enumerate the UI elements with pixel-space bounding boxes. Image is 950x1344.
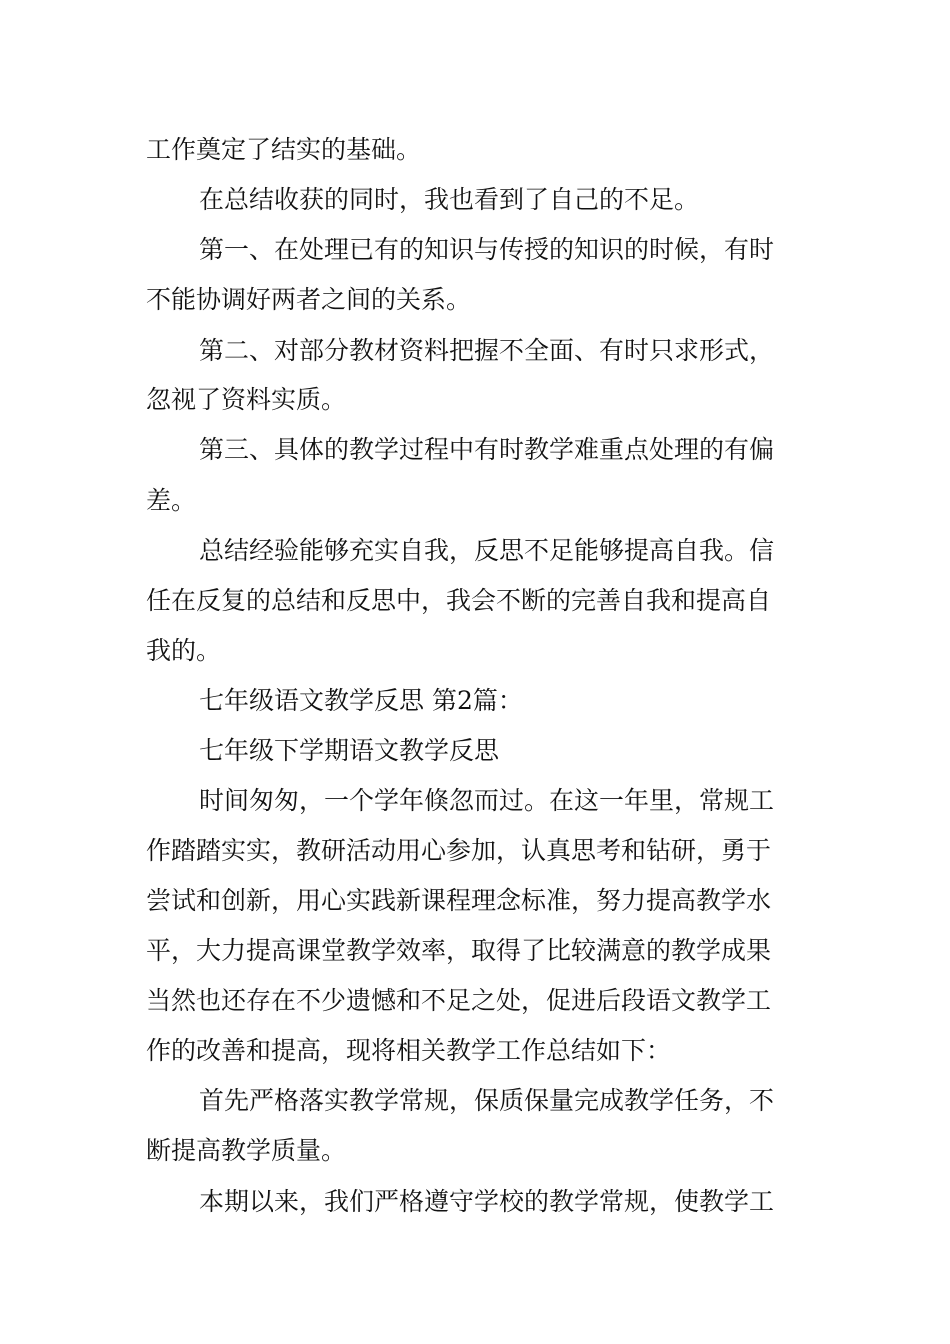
text-line: 忽视了资料实质。 [146,385,347,414]
text-line: 不能协调好两者之间的关系。 [146,285,472,314]
text-line: 任在反复的总结和反思中，我会不断的完善自我和提高自 [146,586,772,615]
text-line: 第三、具体的教学过程中有时教学难重点处理的有偏 [199,435,775,464]
text-line: 作的改善和提高，现将相关教学工作总结如下： [146,1036,672,1065]
text-line: 断提高教学质量。 [146,1136,347,1165]
text-line: 第一、在处理已有的知识与传授的知识的时候，有时 [199,235,775,264]
article-title: 七年级下学期语文教学反思 [199,736,500,765]
text-line: 差。 [146,486,197,515]
text-line: 时间匆匆，一个学年倏忽而过。在这一年里，常规工 [199,786,775,815]
text-line: 第二、对部分教材资料把握不全面、有时只求形式， [199,336,775,365]
text-line: 总结经验能够充实自我，反思不足能够提高自我。信 [199,536,775,565]
text-line: 当然也还存在不少遗憾和不足之处，促进后段语文教学工 [146,986,772,1015]
text-line: 工作奠定了结实的基础。 [146,135,422,164]
text-line: 首先严格落实教学常规，保质保量完成教学任务，不 [199,1086,775,1115]
text-line: 在总结收获的同时，我也看到了自己的不足。 [199,185,700,214]
text-line: 平，大力提高课堂教学效率，取得了比较满意的教学成果 [146,936,772,965]
text-line: 尝试和创新，用心实践新课程理念标准，努力提高教学水 [146,886,772,915]
text-line: 作踏踏实实，教研活动用心参加，认真思考和钻研，勇于 [146,836,772,865]
text-line: 我的。 [146,636,222,665]
section-heading: 七年级语文教学反思 第2篇： [199,686,523,715]
text-line: 本期以来，我们严格遵守学校的教学常规，使教学工 [199,1187,775,1216]
